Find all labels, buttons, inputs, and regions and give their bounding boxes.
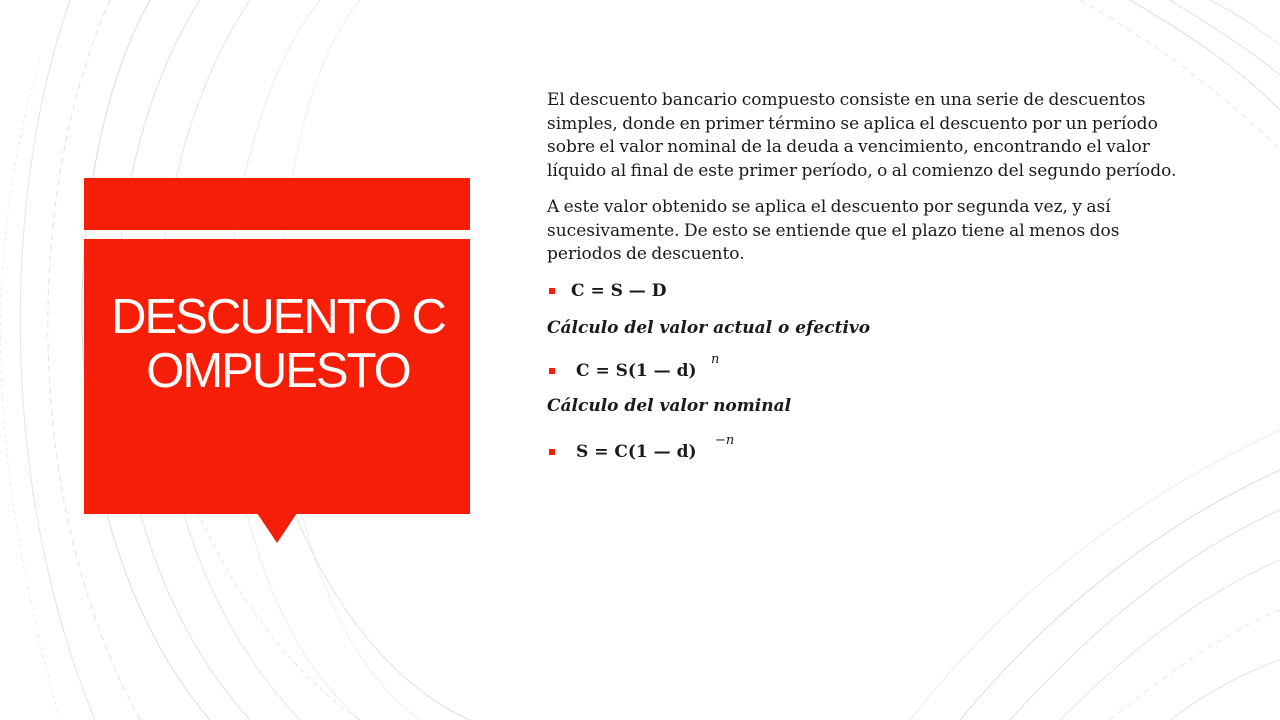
formula-nominal-value: S = C(1 — d) [576, 441, 697, 462]
subheading-present-value: Cálculo del valor actual o efectivo [547, 317, 871, 338]
square-bullet-icon [549, 288, 555, 294]
paragraph-continuation: A este valor obtenido se aplica el descuento por segunda vez, y así sucesivamente. De esto se entiende que el plazo tiene al menos dos periodos de descuento. [547, 197, 1120, 264]
formula-present-value-exponent: n [711, 352, 720, 367]
subheading-nominal-value: Cálculo del valor nominal [547, 396, 792, 416]
formula-nominal-value-row [547, 432, 1187, 465]
formula-discount-row [547, 280, 1187, 304]
slide-title: DESCUENTO COMPUESTO [111, 290, 445, 398]
formula-present-value-row [547, 352, 1187, 382]
formula-discount: C = S — D [571, 280, 667, 301]
content-area [547, 89, 1187, 478]
title-accent-strip [84, 178, 470, 230]
formula-nominal-value-exponent: −n [715, 432, 735, 448]
title-box-pointer [257, 513, 297, 543]
formula-present-value: C = S(1 — d) [576, 361, 697, 381]
square-bullet-icon [549, 449, 555, 455]
square-bullet-icon [549, 368, 555, 374]
paragraph-intro: El descuento bancario compuesto consiste en una serie de descuentos simples, donde en primer término se aplica el descuento por un período sobre el valor nominal de la deuda a vencimiento, encontrando el valor líquido al final de este primer período, o al comienzo del segundo período. [547, 90, 1177, 181]
